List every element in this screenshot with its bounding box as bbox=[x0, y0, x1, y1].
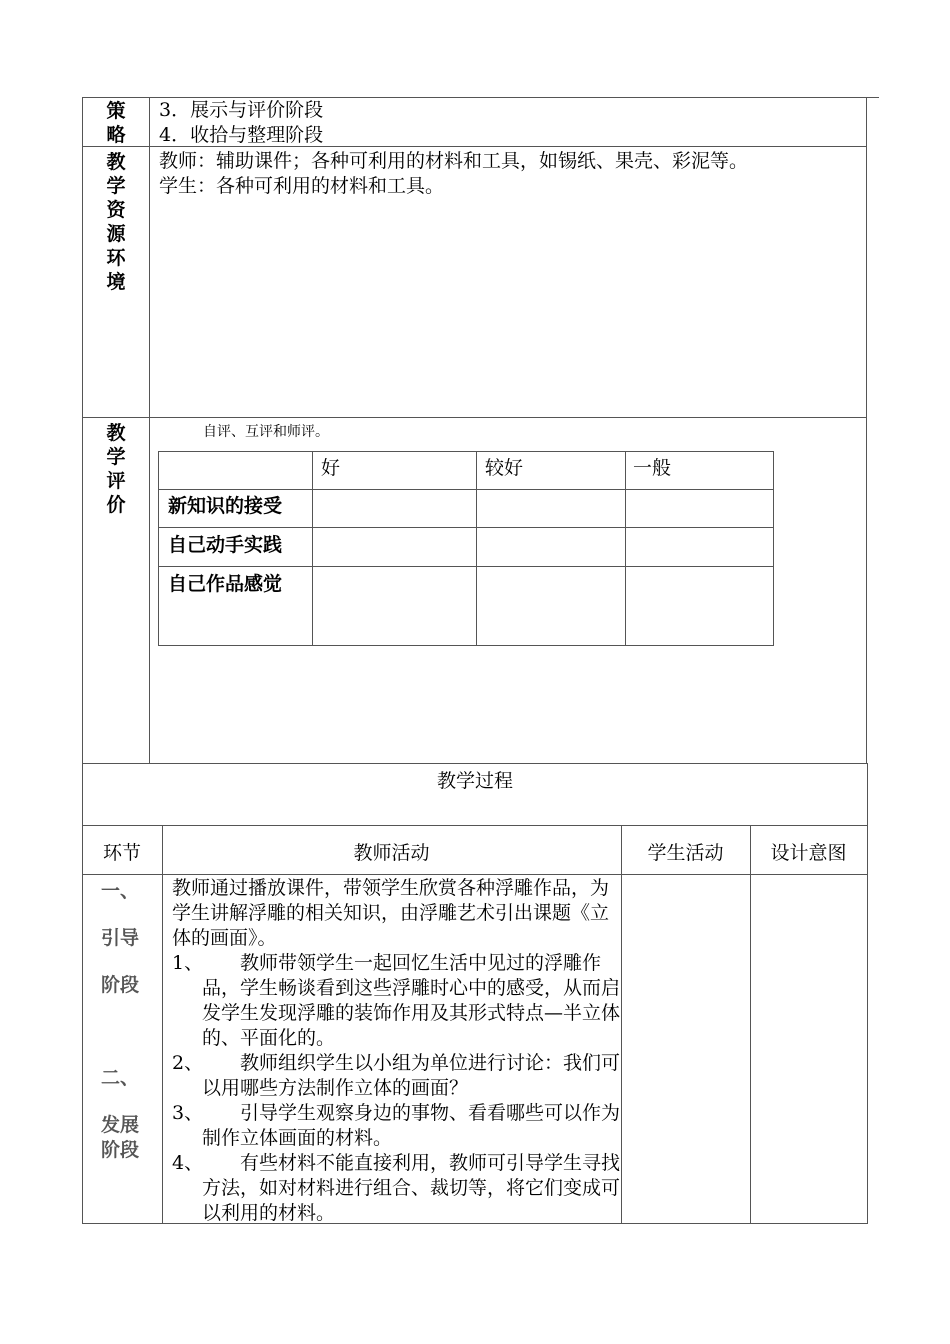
stage2-number: 二、 bbox=[101, 1067, 140, 1089]
eval-grid-line bbox=[158, 527, 774, 528]
teacher-activity-intro: 教师通过播放课件，带领学生欣赏各种浮雕作品，为学生讲解浮雕的相关知识，由浮雕艺术引出课题《立体的画面》。 bbox=[172, 877, 610, 949]
eval-row-knowledge: 新知识的接受 bbox=[168, 495, 283, 517]
item-text: 有些材料不能直接利用，教师可引导学生寻找方法，如对材料进行组合、裁切等，将它们变成可以利用的材料。 bbox=[202, 1152, 621, 1224]
stage1-name-1: 引导 bbox=[101, 927, 140, 949]
eval-header-better: 较好 bbox=[485, 457, 524, 479]
process-title: 教学过程 bbox=[436, 770, 513, 792]
teacher-activity-item-3 bbox=[172, 1101, 620, 1151]
resources-label: 教学资源环境 bbox=[106, 151, 126, 293]
eval-grid-line bbox=[158, 451, 159, 646]
row-divider-resources bbox=[82, 417, 867, 418]
teacher-activity-item-4 bbox=[172, 1151, 620, 1226]
item-number: 1、 bbox=[172, 952, 204, 974]
table-left-border bbox=[82, 97, 83, 1224]
item-number: 4、 bbox=[172, 1152, 204, 1174]
item-number: 2、 bbox=[172, 1052, 204, 1074]
eval-grid-line bbox=[158, 489, 774, 490]
eval-grid-line bbox=[773, 451, 774, 646]
eval-row-work: 自己作品感觉 bbox=[168, 573, 283, 595]
resources-student: 学生：各种可利用的材料和工具。 bbox=[159, 175, 445, 197]
item-text: 教师组织学生以小组为单位进行讨论：我们可以用哪些方法制作立体的画面？ bbox=[202, 1052, 621, 1099]
stage1-name-2: 阶段 bbox=[101, 974, 140, 996]
stage2-name-1: 发展 bbox=[101, 1114, 140, 1136]
item-text: 引导学生观察身边的事物、看看哪些可以作为制作立体画面的材料。 bbox=[202, 1102, 621, 1149]
stage2-name-2: 阶段 bbox=[101, 1139, 140, 1161]
item-number: 3、 bbox=[172, 1102, 204, 1124]
process-right-border bbox=[867, 763, 868, 1224]
table-right-border-upper bbox=[866, 97, 867, 764]
eval-grid-line bbox=[476, 451, 477, 646]
label-column-divider bbox=[149, 97, 150, 764]
process-col-divider bbox=[162, 825, 163, 1224]
eval-grid-line bbox=[625, 451, 626, 646]
eval-grid-line bbox=[158, 645, 774, 646]
strategy-label: 策略 bbox=[106, 100, 126, 146]
item-text: 教师带领学生一起回忆生活中见过的浮雕作品，学生畅谈看到这些浮雕时心中的感受，从而启发学生发现浮雕的装饰作用及其形式特点—半立体的、平面化的。 bbox=[202, 952, 621, 1049]
strategy-item-3: 3．展示与评价阶段 bbox=[159, 99, 324, 121]
eval-grid-line bbox=[158, 451, 774, 452]
teacher-activity-item-1 bbox=[172, 951, 620, 1051]
stage1-number: 一、 bbox=[101, 880, 140, 902]
evaluation-label: 教学评价 bbox=[106, 422, 126, 516]
process-header-teacher: 教师活动 bbox=[353, 842, 430, 864]
process-header-divider bbox=[82, 874, 868, 875]
eval-row-practice: 自己动手实践 bbox=[168, 534, 283, 556]
resources-teacher: 教师：辅助课件；各种可利用的材料和工具，如锡纸、果壳、彩泥等。 bbox=[159, 150, 749, 172]
eval-header-good: 好 bbox=[321, 457, 341, 479]
process-col-divider bbox=[750, 825, 751, 1224]
process-header-stage: 环节 bbox=[102, 842, 141, 864]
evaluation-note: 自评、互评和师评。 bbox=[203, 424, 329, 440]
eval-header-average: 一般 bbox=[633, 457, 672, 479]
eval-grid-line bbox=[312, 451, 313, 646]
teacher-activity-item-2 bbox=[172, 1051, 620, 1101]
strategy-item-4: 4．收拾与整理阶段 bbox=[159, 124, 324, 146]
table-top-border-tail bbox=[866, 97, 879, 98]
row-divider-evaluation bbox=[82, 763, 868, 764]
process-col-divider bbox=[621, 825, 622, 1224]
eval-grid-line bbox=[158, 566, 774, 567]
process-header-intent: 设计意图 bbox=[770, 842, 847, 864]
process-header-student: 学生活动 bbox=[647, 842, 724, 864]
